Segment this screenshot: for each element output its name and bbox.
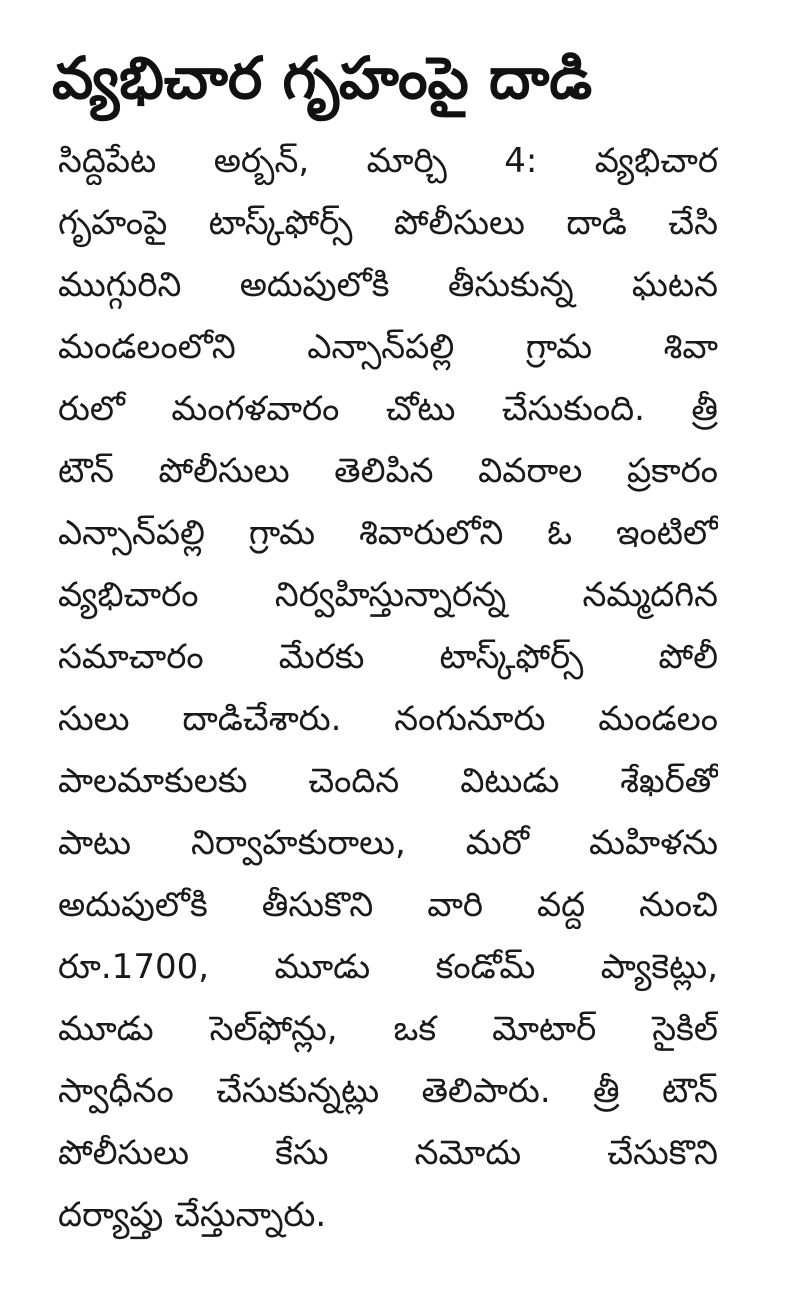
article-line: ముగ్గురిని అదుపులోకి తీసుకున్న ఘటన	[58, 265, 718, 305]
article-line: మండలంలోని ఎన్సాన్‌పల్లి గ్రామ శివా	[58, 327, 718, 367]
article-body	[58, 130, 718, 1246]
article-line: పాటు నిర్వాహకురాలు, మరో మహిళను	[58, 823, 718, 863]
clipped-previous-article	[0, 0, 800, 14]
article-line: ఎన్సాన్‌పల్లి గ్రామ శివారులోని ఓ ఇంటిలో	[58, 513, 718, 553]
article-line: సులు దాడిచేశారు. నంగునూరు మండలం	[58, 699, 718, 739]
article-line: మూడు సెల్‌ఫోన్లు, ఒక మోటార్ సైకిల్	[58, 1009, 718, 1049]
article-line: రులో మంగళవారం చోటు చేసుకుంది. త్రీ	[58, 389, 718, 429]
article-line: సిద్దిపేట అర్బన్, మార్చి 4: వ్యభిచార	[58, 141, 718, 181]
article-line: దర్యాప్తు చేస్తున్నారు.	[58, 1195, 327, 1235]
article-line: స్వాధీనం చేసుకున్నట్లు తెలిపారు. త్రీ టౌన్	[58, 1071, 718, 1111]
article-line: టౌన్ పోలీసులు తెలిపిన వివరాల ప్రకారం	[58, 451, 718, 491]
article-line: అదుపులోకి తీసుకొని వారి వద్ద నుంచి	[58, 885, 718, 925]
article-line: గృహంపై టాస్క్‌ఫోర్స్ పోలీసులు దాడి చేసి	[58, 203, 718, 243]
article-line: సమాచారం మేరకు టాస్క్‌ఫోర్స్ పోలీ	[58, 637, 718, 677]
article-headline: వ్యభిచార గృహంపై దాడి	[52, 44, 593, 112]
article-line: పాలమాకులకు చెందిన విటుడు శేఖర్‌తో	[58, 761, 718, 801]
article-line: రూ.1700, మూడు కండోమ్ ప్యాకెట్లు,	[58, 947, 718, 987]
article-line: పోలీసులు కేసు నమోదు చేసుకొని	[58, 1133, 718, 1173]
article-line: వ్యభిచారం నిర్వహిస్తున్నారన్న నమ్మదగిన	[58, 575, 718, 615]
